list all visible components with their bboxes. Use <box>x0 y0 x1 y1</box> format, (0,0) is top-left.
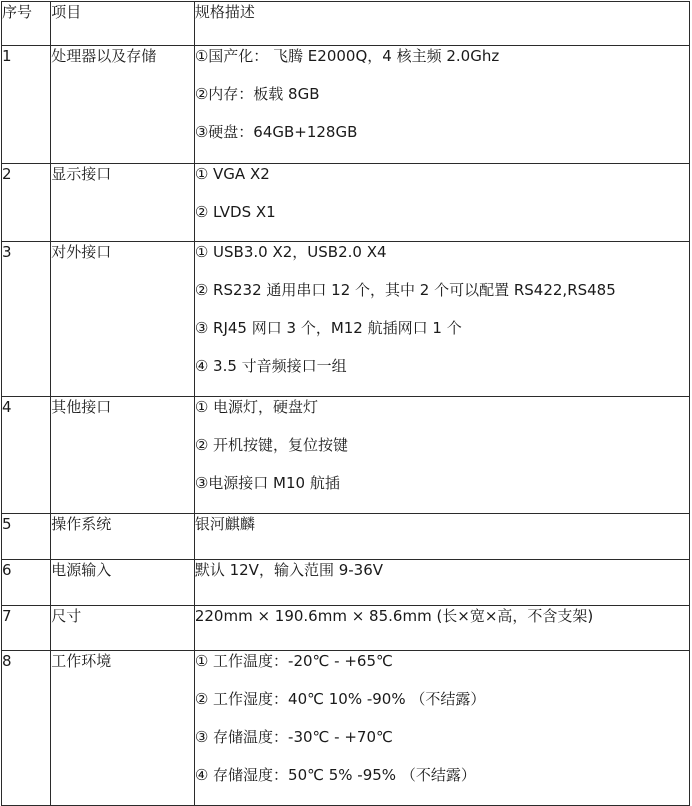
spec-line: ① USB3.0 X2，USB2.0 X4 <box>194 243 387 261</box>
row-number: 4 <box>2 397 51 514</box>
spec-line: ② 工作湿度：40℃ 10% -90% （不结露） <box>194 690 486 708</box>
spec-table <box>1 1 690 806</box>
header-row <box>2 2 690 46</box>
row-number: 8 <box>2 651 51 806</box>
spec-line: ② LVDS X1 <box>194 203 276 221</box>
row-number: 6 <box>2 560 51 606</box>
table-row <box>2 164 690 242</box>
table-row <box>2 242 690 397</box>
spec-line: ③硬盘：64GB+128GB <box>194 123 358 141</box>
spec-line: ③ 存储温度：-30℃ - +70℃ <box>194 728 393 746</box>
table-row <box>2 606 690 651</box>
row-item: 其他接口 <box>51 397 195 514</box>
spec-line: ③电源接口 M10 航插 <box>194 474 340 492</box>
row-specs <box>194 164 689 242</box>
header-spec: 规格描述 <box>194 2 689 46</box>
header-item: 项目 <box>51 2 195 46</box>
table-row <box>2 397 690 514</box>
row-specs <box>194 397 689 514</box>
spec-line: ② 开机按键，复位按键 <box>194 436 349 454</box>
row-spec: 默认 12V，输入范围 9-36V <box>194 560 689 606</box>
row-specs <box>194 242 689 397</box>
spec-line: ④ 存储湿度：50℃ 5% -95% （不结露） <box>194 766 476 784</box>
spec-line: ① VGA X2 <box>194 165 270 183</box>
table-row <box>2 651 690 806</box>
row-number: 2 <box>2 164 51 242</box>
row-spec: 银河麒麟 <box>194 514 689 560</box>
row-item: 显示接口 <box>51 164 195 242</box>
row-item: 操作系统 <box>51 514 195 560</box>
row-specs <box>194 46 689 164</box>
spec-line: ②内存：板载 8GB <box>194 85 320 103</box>
row-item: 工作环境 <box>51 651 195 806</box>
table-row <box>2 514 690 560</box>
row-item: 对外接口 <box>51 242 195 397</box>
row-specs <box>194 651 689 806</box>
row-item: 电源输入 <box>51 560 195 606</box>
header-index: 序号 <box>2 2 51 46</box>
row-number: 5 <box>2 514 51 560</box>
row-number: 7 <box>2 606 51 651</box>
row-number: 1 <box>2 46 51 164</box>
table-row <box>2 46 690 164</box>
row-item: 尺寸 <box>51 606 195 651</box>
spec-line: ①国产化： 飞腾 E2000Q，4 核主频 2.0Ghz <box>194 47 500 65</box>
spec-line: ② RS232 通用串口 12 个，其中 2 个可以配置 RS422,RS485 <box>194 281 616 299</box>
row-spec: 220mm × 190.6mm × 85.6mm (长×宽×高，不含支架) <box>194 606 689 651</box>
spec-line: ① 电源灯，硬盘灯 <box>194 398 319 416</box>
row-item: 处理器以及存储 <box>51 46 195 164</box>
spec-line: ④ 3.5 寸音频接口一组 <box>194 357 347 375</box>
row-number: 3 <box>2 242 51 397</box>
table-row <box>2 560 690 606</box>
spec-line: ③ RJ45 网口 3 个，M12 航插网口 1 个 <box>194 319 462 337</box>
spec-line: ① 工作温度：-20℃ - +65℃ <box>194 652 393 670</box>
